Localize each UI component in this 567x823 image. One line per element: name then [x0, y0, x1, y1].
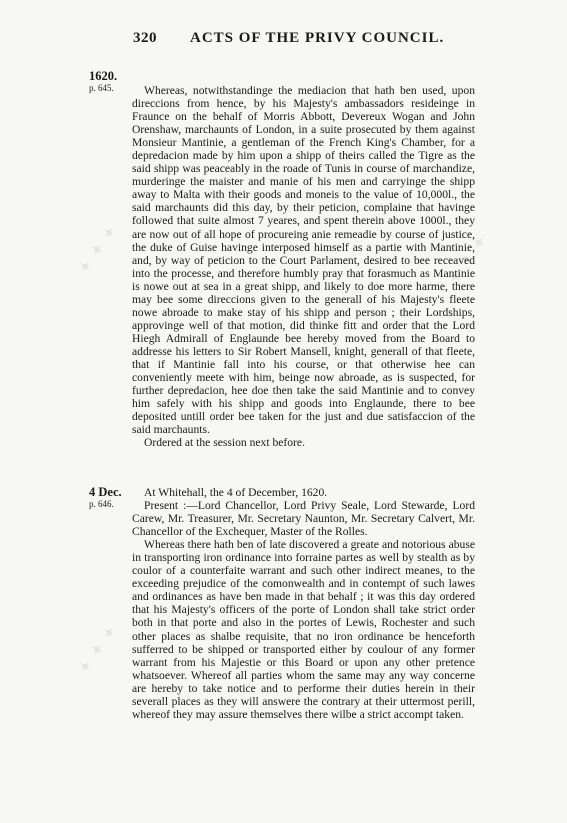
- margin-note-4-dec: [89, 486, 129, 510]
- ordered-note: Ordered at the session next before.: [144, 436, 305, 450]
- entry-paragraph: Whereas, notwithstandinge the mediacion that hath ben used, upon direccions from hence, by his Majesty's ambassadors resideinge in Fraunce on the behalf of Morris Abbott, Devereux Wogan and John Orenshaw, marchaunts of London, in a suite prosecuted by them against Monsieur Mantinie, a gentleman of the French King's Chamber, for a depredacion made by him upon a shipp of theirs called the Tigre as the said shipp was peaceably in the roade of Tunis in course of marchandize, murderinge the maister and manie of his men and carryinge the shipp away to Malta with their goods and moneis to the value of 10,000l., the said marchaunts did this day, by their peticion, complaine that havinge followed that suite almost 7 yeares, and spent therein above 1000l., they are now out of all hope of procureing anie remeadie by course of justice, the duke of Guise havinge interposed himself as a partie with Mantinie, and, by way of peticion to the Court Parlament, desired to bee receaved into the processe, and therefore humbly pray that forasmuch as Mantinie is nowe out at sea in a great shipp, and likely to doe more harme, there may bee some direccions given to the generall of his Majesty's fleete nowe abroade to make stay of his shipp and person ; their Lordships, approvinge well of that motion, did thinke fitt and order that the Lord Hiegh Admirall of Englaunde bee hereby moved from the Board to addresse his letters to Sir Robert Mansell, knight, generall of that fleete, that if Mantinie fall into his course, or that otherwise hee can conveniently meete with him, beinge now abroade, as is suspected, for further depredacion, hee doe then take the said Mantinie and to convey him safely with his shipp and goods into Englaunde, there to bee deposited untill order bee taken for the just and due satisfaccion of the said marchaunts.: [132, 84, 475, 437]
- entry-mantinie: [132, 84, 475, 449]
- page-header: [0, 30, 567, 52]
- margin-page-ref: p. 646.: [89, 499, 114, 509]
- margin-note-1620: [89, 70, 129, 94]
- entry-iron-ordinance: [132, 486, 475, 721]
- library-stamp-watermark: ✦ ✦ ✦: [75, 221, 122, 278]
- entry-paragraph: Whereas there hath ben of late discovered a greate and notorious abuse in transporting iron ordinance into forraine partes as well by stealth as by coulor of a counterfaite warrant and such other indirect meanes, to the exceeding prejudice of the comonwealth and in contempt of such lawes and ordinances as have ben made in that behalf ; it was this day ordered that his Majesty's officers of the porte of London shall take strict order both in that porte and also in the portes of Lewis, Rochester and such other places as shalbe requisite, that no iron ordinance be henceforth sufferred to be shipped or transported either by coulour of any former warrant from his Majestie or this Board or upon any other pretence whatsoever. Whereof all parties whom the same may any way concerne are hereby to take notice and to performe their duties herein in their severall places as they will answere the contrary at their uttermost perill, whereof they may assure themselves there wilbe a strict accompt taken.: [132, 538, 475, 721]
- margin-year: 1620.: [89, 69, 118, 83]
- present-list: Present :—Lord Chancellor, Lord Privy Seale, Lord Stewarde, Lord Carew, Mr. Treasurer, Mr. Secretary Naunton, Mr. Secretary Calvert, Mr. Chancellor of the Exchequer, Master of the Rolles.: [132, 499, 475, 539]
- margin-date: 4 Dec.: [89, 485, 122, 499]
- running-title: ACTS OF THE PRIVY COUNCIL.: [190, 30, 445, 46]
- library-stamp-watermark: ✦ ✦ ✦: [75, 621, 122, 678]
- margin-page-ref: p. 645.: [89, 83, 114, 93]
- session-heading: At Whitehall, the 4 of December, 1620.: [144, 486, 328, 499]
- library-stamp-watermark: ✦ ✦ ✦: [445, 231, 492, 288]
- page-number: 320: [133, 30, 157, 46]
